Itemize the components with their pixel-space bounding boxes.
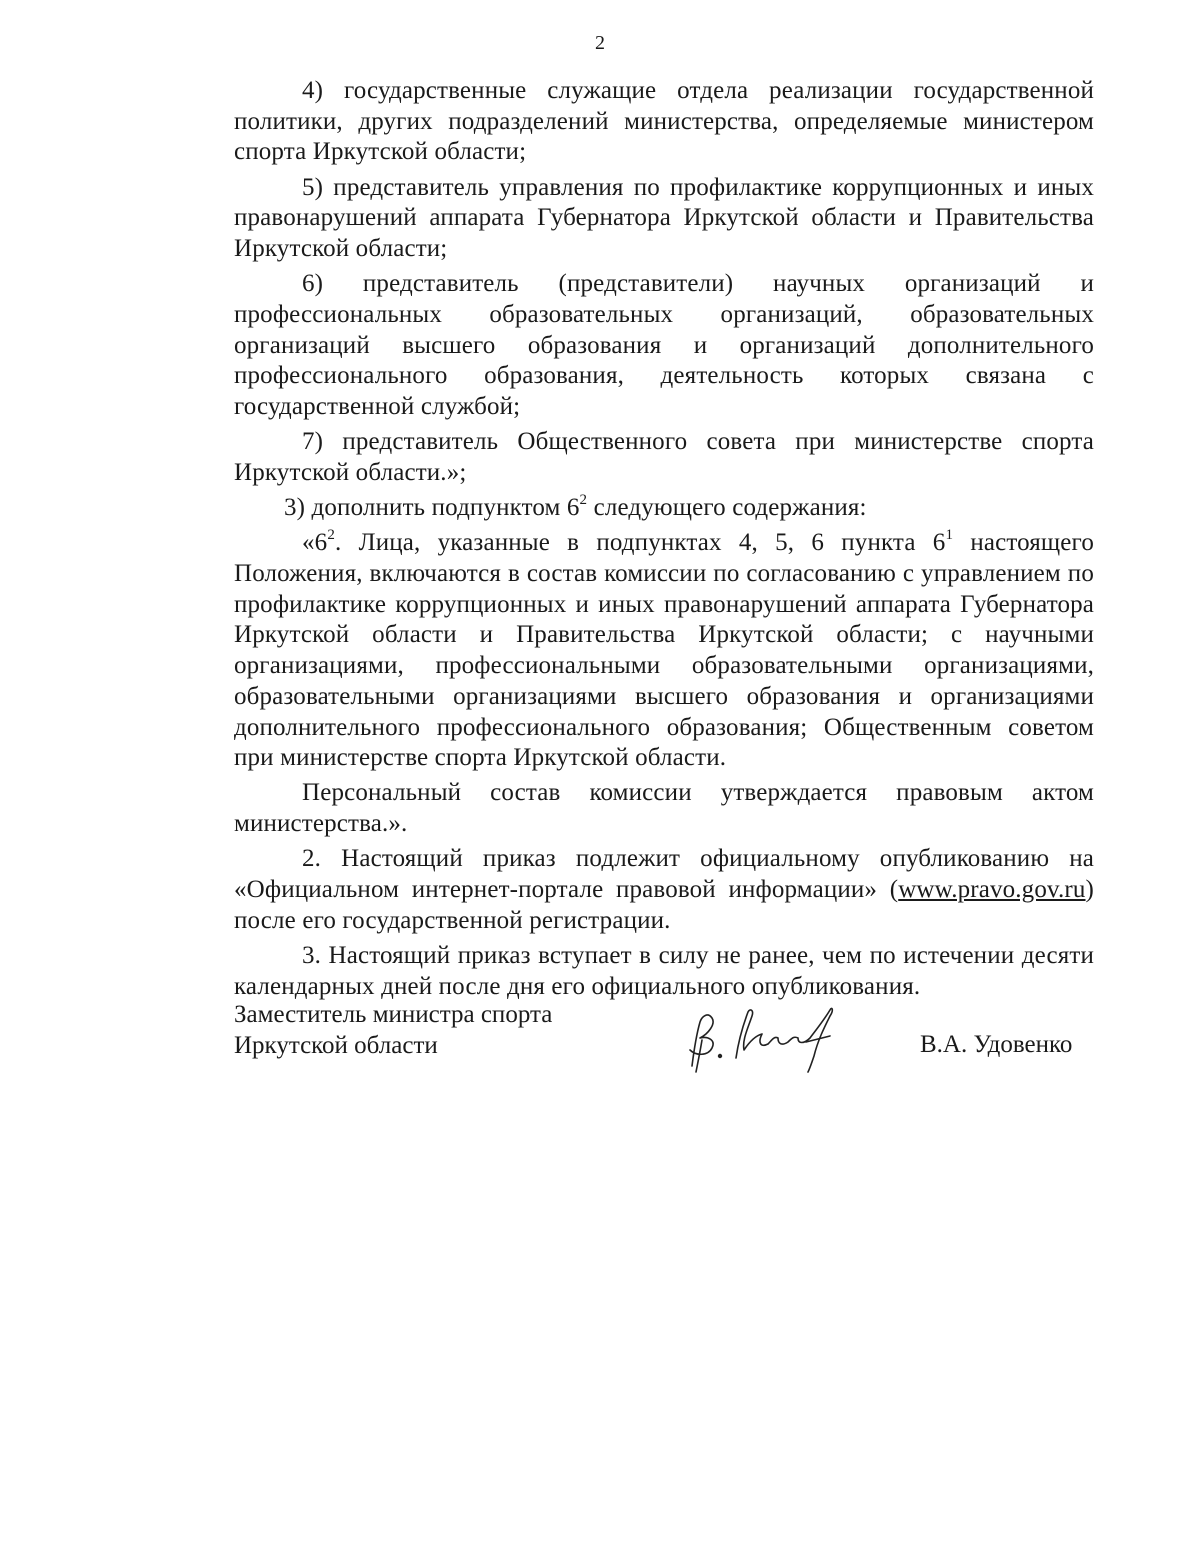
text-fragment: 2. Настоящий приказ подлежит официальному опубликованию на «Официальном интернет-портале правовой информации» ( [234, 845, 1094, 904]
text-fragment: ) после его государственной регистрации. [234, 876, 1094, 934]
handwritten-signature [678, 1000, 868, 1080]
paragraph-item-5: 5) представитель управления по профилактике коррупционных и иных правонарушений аппарата Губернатора Иркутской области и Правительства Иркутской области; [234, 173, 1094, 263]
paragraph-effective-date: 3. Настоящий приказ вступает в силу не ранее, чем по истечении десяти календарных дней после дня его официального опубликования. [234, 941, 1094, 1000]
paragraph-item-7: 7) представитель Общественного совета при министерстве спорта Иркутской области.»; [234, 428, 1094, 486]
superscript: 2 [327, 527, 335, 544]
pravo-gov-link[interactable]: www.pravo.gov.ru [898, 876, 1086, 904]
superscript: 2 [579, 491, 588, 508]
paragraph-item-4: 4) государственные служащие отдела реализации государственной политики, других подразделений министерства, определяемые министером спорта Иркутской области; [234, 77, 1094, 166]
paragraph-amendment-3 [234, 493, 1094, 524]
page-number: 2 [595, 32, 605, 54]
paragraph-point-6-2 [234, 528, 1094, 774]
document-body [234, 76, 1094, 1007]
signature-block [234, 1000, 1094, 1090]
signatory-title-line-1: Заместитель министра спорта [234, 1001, 553, 1028]
signatory-title-line-2: Иркутской области [234, 1031, 438, 1059]
text-fragment: «6 [302, 529, 328, 557]
text-fragment: настоящего Положения, включаются в состав комиссии по согласованию с управлением по профилактике коррупционных и иных правонарушений аппарата Губернатора Иркутской области и Правительства Иркутской области; с научными организациями, профессиональными образовательными организациями, образовательными организациями высшего образования и организациями дополнительного профессионального образования; Общественным советом при министерстве спорта Иркутской области. [234, 529, 1094, 772]
superscript: 1 [945, 527, 954, 544]
paragraph-personal-composition: Персональный состав комиссии утверждается правовым актом министерства.». [234, 779, 1094, 838]
signatory-name: В.А. Удовенко [920, 1031, 1073, 1058]
text-fragment: следующего содержания: [587, 494, 867, 522]
text-fragment: 3) дополнить подпунктом 6 [284, 494, 580, 522]
signatory-title [234, 1000, 552, 1061]
paragraph-item-6: 6) представитель (представители) научных организаций и профессиональных образовательных организаций, образовательных организаций высшего образования и организаций дополнительного профессионального образования, деятельность которых связана с государственной службой; [234, 270, 1094, 421]
paragraph-publication [234, 844, 1094, 936]
text-fragment: . Лица, указанные в подпунктах 4, 5, 6 пункта 6 [334, 529, 946, 557]
